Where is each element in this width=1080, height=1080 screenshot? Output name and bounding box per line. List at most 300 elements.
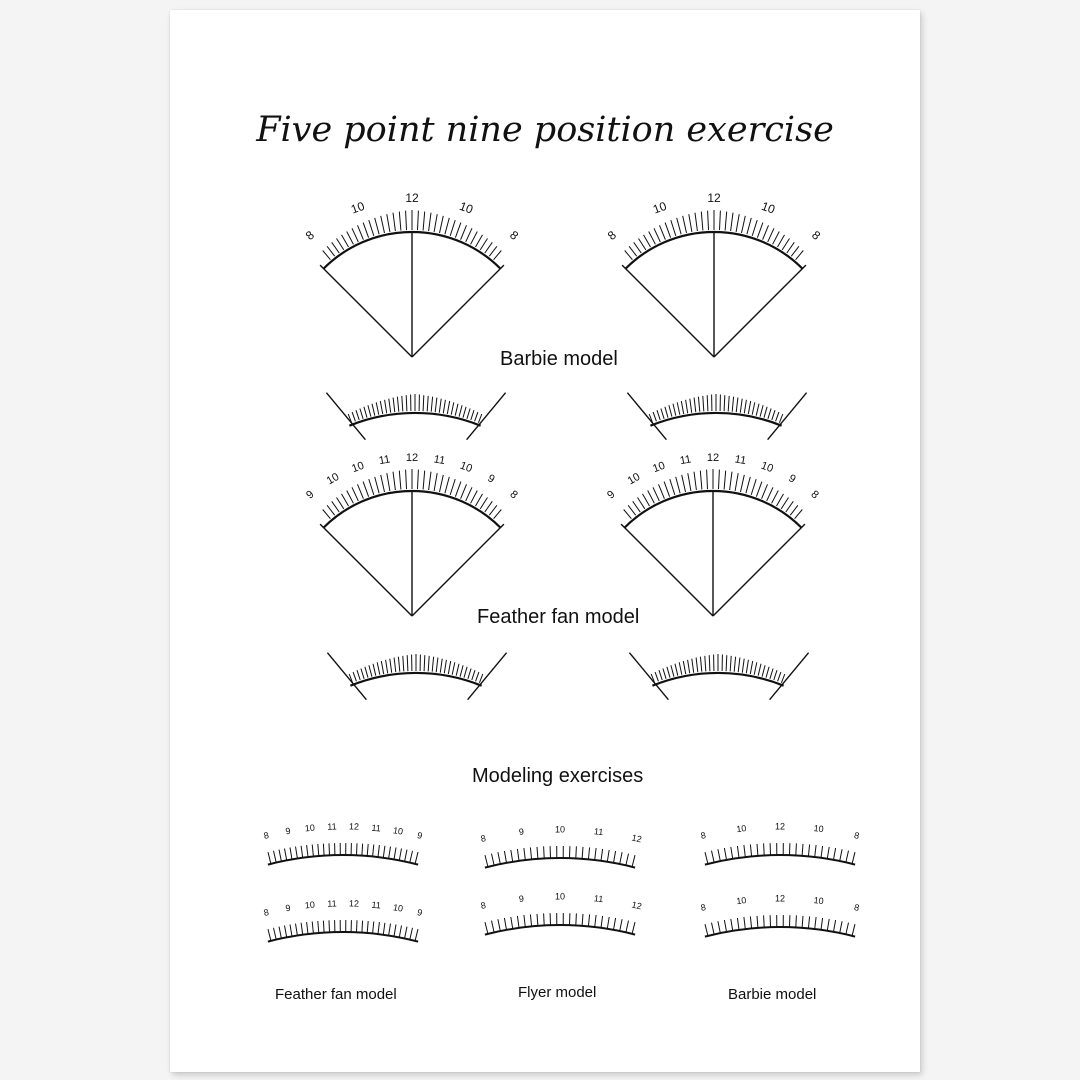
lash	[752, 402, 755, 414]
lash	[648, 491, 655, 504]
tick	[367, 921, 368, 933]
position-label: 12	[348, 898, 360, 909]
position-label: 9	[416, 907, 424, 918]
lash	[494, 510, 502, 519]
position-label: 8	[479, 833, 487, 844]
lash	[427, 396, 428, 412]
tick	[485, 922, 488, 934]
lash	[468, 669, 471, 679]
tick	[268, 929, 271, 941]
lash	[485, 242, 493, 253]
lash	[730, 656, 731, 672]
tick	[840, 849, 842, 861]
lash	[735, 473, 738, 491]
lash-length-label: 11	[733, 453, 748, 468]
barbie-eye-right	[627, 393, 806, 440]
lash	[375, 218, 379, 234]
lash-length-label: 9	[605, 488, 618, 502]
lash	[633, 501, 641, 512]
barbie-eye-left	[326, 393, 505, 440]
tick	[764, 843, 765, 855]
position-label: 11	[593, 893, 604, 905]
tick	[737, 918, 739, 930]
lash	[634, 242, 642, 253]
lash	[669, 405, 672, 416]
tick	[840, 921, 842, 933]
lash	[445, 477, 449, 493]
lash	[434, 473, 437, 491]
tick	[724, 920, 726, 932]
tick	[576, 846, 577, 858]
barbie-model-caption: Barbie model	[728, 986, 817, 1003]
lash	[707, 470, 708, 490]
lash	[728, 396, 729, 412]
tick	[821, 918, 823, 930]
lash	[746, 660, 748, 674]
lash	[767, 487, 773, 501]
lash	[776, 412, 779, 421]
lash	[747, 218, 751, 234]
flyer-model-caption: Flyer model	[518, 984, 597, 1001]
lash	[406, 470, 407, 490]
tick	[724, 848, 726, 860]
tick	[757, 844, 758, 856]
lash-length-label: 11	[377, 453, 392, 468]
lash-diagrams	[170, 10, 920, 1072]
tick	[744, 845, 745, 857]
lash	[435, 398, 437, 413]
lash	[700, 657, 701, 672]
eye-left-line	[327, 653, 366, 700]
tick	[285, 849, 287, 861]
lash	[352, 228, 358, 242]
tick	[410, 851, 413, 863]
model-arc	[485, 858, 635, 868]
position-label: 12	[630, 832, 643, 845]
tick	[373, 845, 374, 857]
lash	[772, 491, 779, 504]
tick	[632, 855, 635, 867]
lash	[407, 655, 408, 671]
eye-left-line	[326, 393, 365, 440]
tick	[815, 845, 816, 857]
lash	[459, 405, 462, 416]
position-label: 8	[699, 830, 707, 841]
lash	[741, 475, 745, 492]
lash	[358, 225, 364, 239]
lash	[665, 407, 668, 418]
tick	[718, 849, 720, 861]
lash	[357, 670, 360, 680]
lash	[480, 239, 487, 250]
lash	[638, 498, 645, 509]
lash	[364, 407, 367, 418]
lash-length-label: 11	[432, 453, 447, 468]
barbie-fan-left	[303, 191, 522, 357]
lash	[444, 660, 446, 674]
tick	[290, 848, 292, 860]
lash	[690, 399, 692, 413]
model-arc	[705, 927, 855, 937]
lash-length-label: 8	[808, 488, 821, 502]
lash	[653, 412, 656, 421]
tick	[492, 854, 495, 866]
position-label: 11	[327, 898, 337, 909]
lash	[742, 216, 746, 233]
lash	[368, 405, 371, 416]
tick	[846, 923, 849, 935]
tick	[357, 920, 358, 932]
fan-left-line	[320, 265, 412, 357]
position-label: 10	[304, 822, 316, 834]
lash	[452, 662, 455, 674]
lash	[423, 212, 425, 231]
model-arc	[485, 925, 635, 935]
lash-length-label: 10	[651, 459, 667, 476]
position-label: 10	[392, 825, 404, 837]
lash	[418, 211, 419, 231]
lash	[467, 409, 470, 419]
lash	[653, 487, 659, 501]
tick	[415, 929, 418, 941]
lash	[655, 672, 658, 681]
fan-right-line	[713, 524, 805, 616]
lash	[724, 471, 726, 490]
position-label: 8	[699, 902, 707, 913]
tick	[815, 917, 816, 929]
tick	[296, 847, 298, 859]
lash	[471, 491, 478, 504]
modeling-feather-fan-top	[263, 821, 424, 864]
lash	[428, 656, 429, 672]
tick	[705, 924, 708, 936]
tick	[588, 914, 589, 926]
lash	[659, 484, 665, 498]
lash	[694, 472, 696, 490]
eye-left-line	[629, 653, 668, 700]
tick	[718, 921, 720, 933]
tick	[705, 852, 708, 864]
barbie-model-label: Barbie model	[500, 348, 618, 370]
lash	[389, 399, 391, 413]
tick	[595, 848, 596, 860]
lash	[342, 235, 349, 247]
modeling-feather-fan-bottom	[263, 898, 424, 941]
tick	[323, 921, 324, 933]
lash	[434, 214, 437, 232]
eye-arc	[652, 673, 783, 686]
lash	[365, 667, 368, 678]
lash-length-label: 11	[678, 453, 693, 468]
lash	[342, 494, 349, 506]
tick	[389, 847, 391, 859]
tick	[378, 845, 379, 857]
lash	[773, 232, 780, 245]
position-label: 9	[518, 826, 525, 837]
tick	[279, 927, 281, 939]
lash	[381, 661, 383, 674]
lash	[736, 398, 738, 413]
tick	[329, 843, 330, 855]
lash	[639, 239, 646, 250]
tick	[544, 846, 545, 858]
lash	[726, 655, 727, 671]
lash-length-label: 8	[302, 227, 317, 243]
position-label: 10	[735, 895, 747, 907]
lash	[762, 484, 768, 498]
lash	[463, 407, 466, 418]
lash-length-label: 9	[485, 472, 497, 486]
tick	[764, 915, 765, 927]
lash	[489, 246, 497, 256]
tick	[498, 919, 500, 931]
tick	[607, 917, 609, 929]
tick	[511, 917, 513, 929]
feather-eye-right	[629, 653, 808, 700]
lash	[369, 665, 372, 676]
lash-length-label: 10	[759, 198, 777, 217]
lash	[436, 658, 438, 673]
position-label: 10	[735, 823, 747, 835]
lash	[772, 410, 775, 420]
lash	[347, 491, 354, 504]
fan-right-line	[714, 265, 806, 357]
tick	[582, 914, 583, 926]
lash	[393, 398, 395, 413]
position-label: 11	[593, 826, 604, 838]
lash	[418, 470, 419, 490]
tick	[537, 847, 538, 859]
lash	[671, 220, 676, 236]
lash	[782, 239, 789, 250]
lash-length-label: 10	[349, 198, 367, 217]
lash	[734, 657, 735, 672]
tick	[323, 844, 324, 856]
lash	[439, 399, 441, 413]
lash	[719, 470, 720, 490]
lash	[403, 656, 404, 672]
tick	[301, 846, 303, 858]
tick	[852, 852, 855, 864]
lash	[663, 669, 666, 679]
lash	[667, 667, 670, 678]
lash	[398, 657, 399, 672]
tick	[737, 846, 739, 858]
tick	[827, 919, 829, 931]
tick	[307, 922, 308, 934]
lash	[361, 669, 364, 679]
lash	[670, 479, 675, 495]
position-label: 8	[853, 830, 861, 841]
lash	[387, 214, 390, 232]
model-arc	[268, 932, 418, 942]
position-label: 12	[630, 899, 643, 912]
lash	[790, 505, 798, 515]
tick	[318, 844, 319, 856]
lash-length-label: 8	[507, 227, 522, 243]
lash	[698, 397, 699, 412]
fan-right-line	[412, 265, 504, 357]
lash	[628, 505, 636, 515]
tick	[744, 917, 745, 929]
tick	[274, 928, 277, 940]
tick	[827, 847, 829, 859]
feather-eye-left	[327, 653, 506, 700]
position-label: 11	[327, 821, 337, 832]
tick	[588, 847, 589, 859]
lash	[356, 410, 359, 420]
lash	[661, 409, 664, 419]
lash	[476, 494, 483, 506]
position-label: 9	[284, 902, 292, 914]
lash	[791, 246, 799, 256]
tick	[712, 923, 715, 935]
lash	[443, 400, 445, 414]
lash	[440, 659, 442, 673]
lash	[703, 396, 704, 412]
lash-length-label: 12	[706, 451, 720, 464]
tick	[383, 846, 385, 858]
lash	[476, 672, 479, 681]
lash	[337, 498, 344, 509]
lash	[750, 661, 752, 674]
lash	[406, 395, 407, 411]
lash	[795, 510, 803, 519]
lash	[689, 214, 692, 232]
lash	[423, 395, 424, 411]
tick	[808, 844, 809, 856]
lash	[372, 404, 375, 416]
lash	[323, 510, 331, 519]
lash	[461, 225, 467, 239]
lash	[432, 657, 433, 672]
lash	[402, 396, 403, 412]
lash	[466, 487, 472, 501]
lash	[740, 399, 742, 413]
tick	[268, 852, 271, 864]
lash	[671, 665, 674, 676]
lash	[373, 664, 376, 676]
lash	[679, 662, 682, 674]
lash	[386, 660, 388, 674]
tick	[626, 921, 629, 933]
lash	[385, 400, 387, 414]
tick	[712, 851, 715, 863]
lash	[657, 410, 660, 420]
tick	[318, 921, 319, 933]
lash	[732, 397, 733, 412]
modeling-exercises-heading: Modeling exercises	[472, 765, 644, 787]
lash	[393, 213, 395, 231]
position-label: 11	[371, 822, 382, 834]
position-label: 12	[774, 893, 786, 904]
lash	[455, 404, 458, 416]
lash	[738, 658, 740, 673]
lash	[448, 661, 450, 674]
lash	[332, 242, 340, 253]
lash	[677, 402, 680, 414]
tick	[485, 855, 488, 867]
lash-length-label: 9	[786, 472, 798, 486]
lash	[363, 223, 369, 238]
fan-left-line	[622, 265, 714, 357]
tick	[378, 922, 379, 934]
tick	[626, 854, 629, 866]
lash	[352, 487, 358, 501]
tick	[504, 851, 506, 863]
lash	[456, 664, 459, 676]
lash	[429, 472, 431, 490]
lash	[692, 659, 694, 673]
lash	[629, 246, 637, 256]
lash	[353, 672, 356, 681]
tick	[517, 849, 519, 861]
lash	[369, 479, 374, 495]
tick	[367, 844, 368, 856]
feather-fan-right	[605, 452, 821, 616]
position-label: 10	[813, 895, 825, 907]
lash	[447, 401, 449, 414]
lash	[394, 658, 396, 673]
tick	[614, 918, 616, 930]
lash-length-label: 9	[304, 488, 317, 502]
lash	[675, 664, 678, 676]
modeling-flyer-bottom	[480, 891, 643, 934]
lash	[756, 482, 762, 497]
lash	[688, 473, 691, 491]
tick	[808, 916, 809, 928]
tick	[530, 847, 531, 859]
lash	[764, 407, 767, 418]
tick	[329, 920, 330, 932]
lash	[700, 471, 702, 490]
lash	[451, 402, 454, 414]
lash	[376, 402, 379, 414]
lash	[762, 665, 765, 676]
tick	[537, 914, 538, 926]
lash	[696, 658, 698, 673]
lash	[323, 251, 331, 260]
tick	[582, 847, 583, 859]
feather-fan-model-label: Feather fan model	[477, 606, 640, 628]
tick	[731, 847, 733, 859]
tick	[301, 923, 303, 935]
lash	[758, 664, 761, 676]
lash	[731, 213, 733, 231]
tick	[796, 843, 797, 855]
lash-length-label: 10	[651, 198, 669, 217]
lash	[664, 482, 670, 497]
tick	[410, 928, 413, 940]
tick	[620, 919, 622, 931]
tick	[517, 916, 519, 928]
lash	[705, 656, 706, 672]
lash-length-label: 8	[507, 488, 520, 502]
lash	[424, 655, 425, 671]
lash	[694, 398, 696, 413]
lash	[708, 211, 709, 231]
tick	[614, 851, 616, 863]
lash	[393, 472, 395, 490]
lash	[659, 670, 662, 680]
position-label: 10	[554, 891, 566, 902]
lash	[360, 409, 363, 419]
tick	[544, 913, 545, 925]
position-label: 12	[348, 821, 360, 832]
lash	[327, 246, 335, 256]
lash	[796, 251, 804, 260]
lash	[701, 212, 703, 231]
